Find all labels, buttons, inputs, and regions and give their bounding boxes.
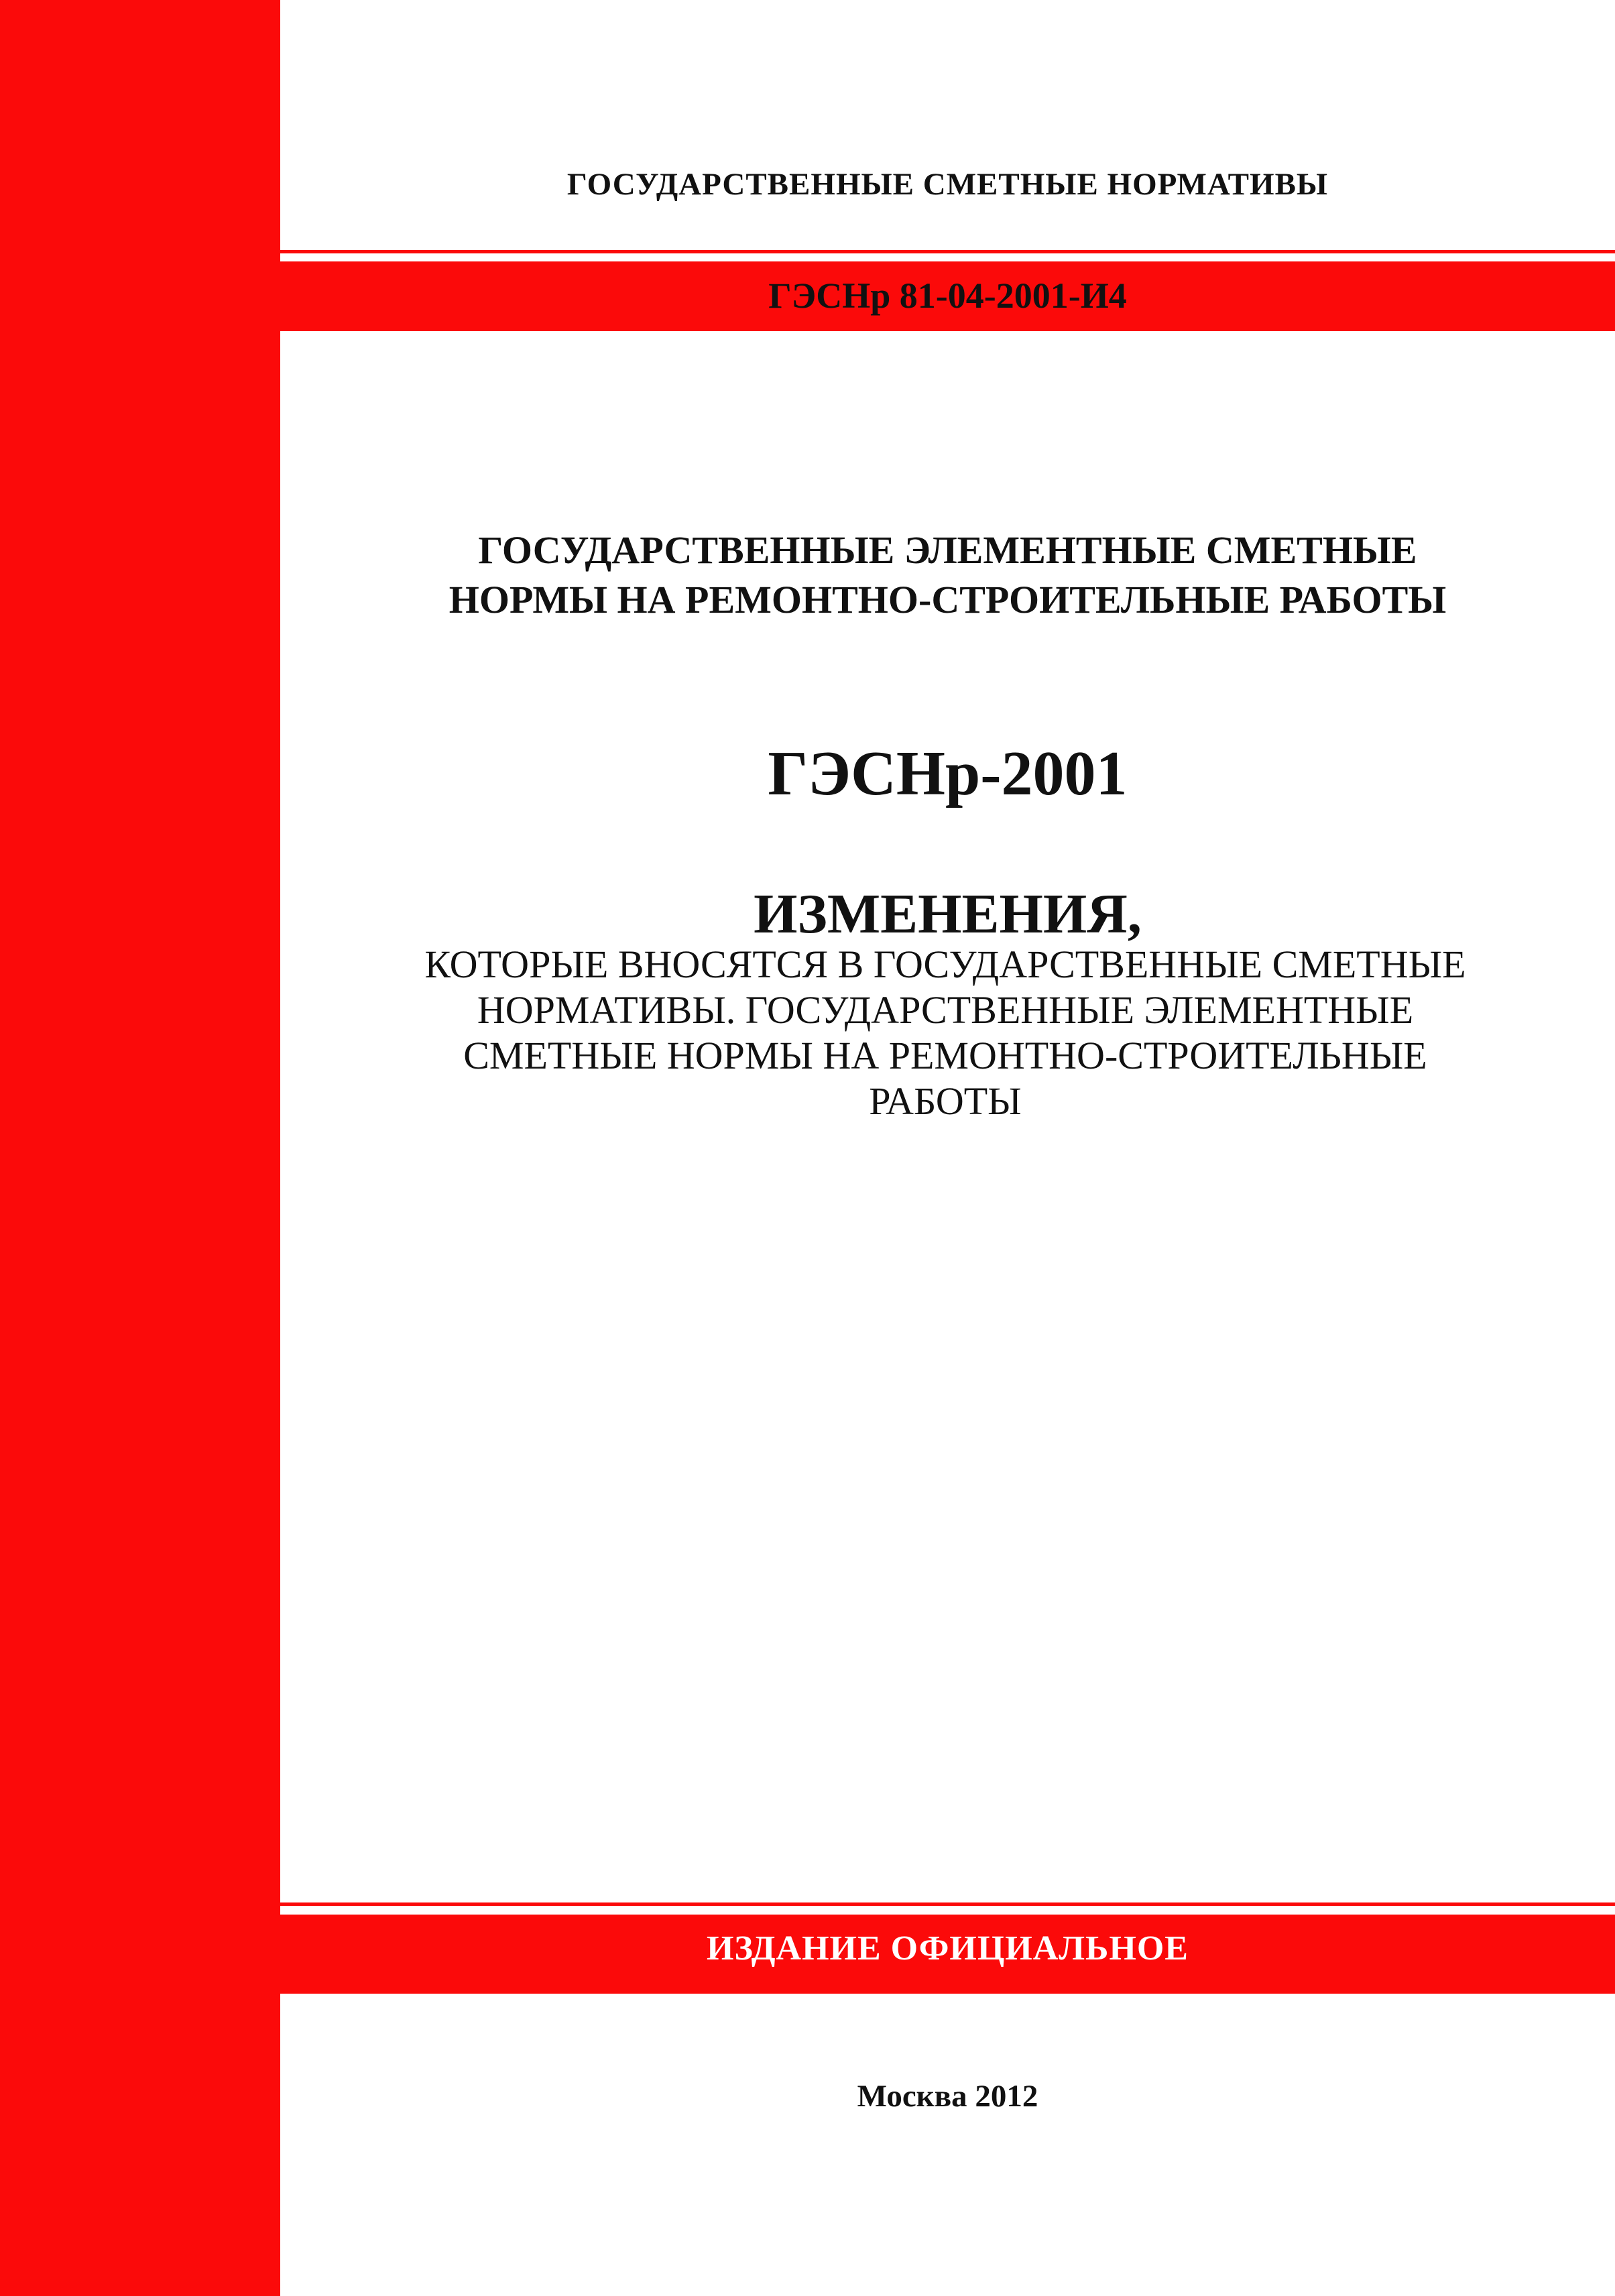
cover-header: ГОСУДАРСТВЕННЫЕ СМЕТНЫЕ НОРМАТИВЫ <box>566 167 1329 202</box>
city-year: Москва 2012 <box>857 2079 1038 2114</box>
top-thin-red-line <box>280 250 1615 253</box>
official-edition-label: ИЗДАНИЕ ОФИЦИАЛЬНОЕ <box>707 1929 1189 1968</box>
changes-line-4: РАБОТЫ <box>869 1079 1022 1123</box>
changes-heading: ИЗМЕНЕНИЯ, <box>754 883 1142 945</box>
changes-line-2: НОРМАТИВЫ. ГОСУДАРСТВЕННЫЕ ЭЛЕМЕНТНЫЕ <box>477 988 1414 1032</box>
changes-description <box>375 942 1515 1124</box>
bottom-thin-red-line <box>280 1902 1615 1906</box>
changes-line-1: КОТОРЫЕ ВНОСЯТСЯ В ГОСУДАРСТВЕННЫЕ СМЕТНЫЕ <box>424 943 1466 986</box>
document-title <box>280 526 1615 625</box>
title-line-2: НОРМЫ НА РЕМОНТНО-СТРОИТЕЛЬНЫЕ РАБОТЫ <box>448 578 1447 621</box>
changes-line-3: СМЕТНЫЕ НОРМЫ НА РЕМОНТНО-СТРОИТЕЛЬНЫЕ <box>463 1034 1427 1077</box>
title-line-1: ГОСУДАРСТВЕННЫЕ ЭЛЕМЕНТНЫЕ СМЕТНЫЕ <box>478 528 1417 572</box>
document-code: ГЭСНр 81-04-2001-И4 <box>768 276 1127 316</box>
standard-code: ГЭСНр-2001 <box>768 739 1128 808</box>
